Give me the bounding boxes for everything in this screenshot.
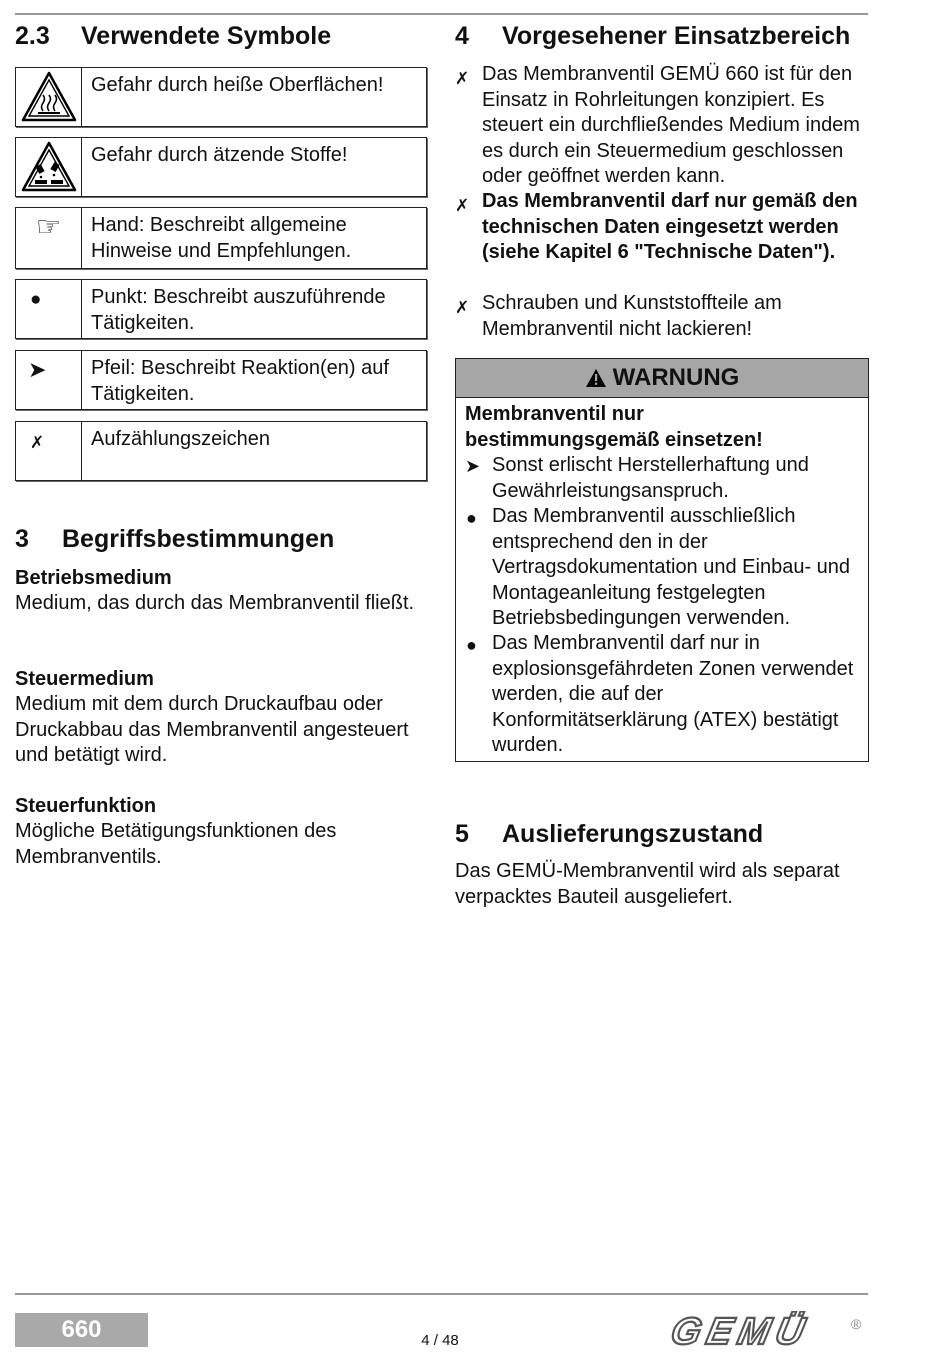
term-betriebsmedium: Betriebsmedium <box>15 567 172 589</box>
bullet-dot-icon: ● <box>466 508 477 528</box>
gemu-logo <box>668 1311 868 1356</box>
corrosive-warning-icon <box>16 138 82 196</box>
list-item: ✗ Schrauben und Kunststoffteile am Membranventil nicht lackieren! <box>455 292 782 340</box>
warning-label: WARNUNG <box>612 364 740 391</box>
registered-mark: ® <box>851 1316 862 1332</box>
warning-item: ● Das Membranventil ausschließlich entsprechend den in der Vertragsdokumentation und Einbau- und Montageanleitung festgelegten Betriebsbedingungen verwenden. <box>466 505 851 629</box>
footer-rule <box>15 1293 868 1295</box>
section-4-heading: 4 Vorgesehener Einsatzbereich <box>455 22 851 50</box>
arrow-right-icon: ➤ <box>465 456 481 476</box>
warning-triangle-icon <box>585 368 607 388</box>
section-3-heading: 3 Begriffsbestimmungen <box>15 525 335 553</box>
symbol-row-hand <box>15 207 427 269</box>
symbol-text: Aufzählungszeichen <box>91 428 271 450</box>
pointing-hand-icon: ☞ <box>16 208 82 268</box>
logo-text: GEMÜ <box>668 1311 815 1351</box>
bullet-dot-icon: ● <box>16 280 82 338</box>
symbol-row-arrow <box>15 350 427 410</box>
product-badge: 660 <box>15 1313 148 1347</box>
list-item: ✗ Das Membranventil GEMÜ 660 ist für den Einsatz in Rohrleitungen konzipiert. Es steuert ein durchfließendes Medium indem es durch ein Steuermedium geschlossen oder geöffnet werden kann. <box>455 63 860 187</box>
list-item: ✗ Das Membranventil darf nur gemäß den technischen Daten eingesetzt werden (siehe Kapitel 6 "Technische Daten"). <box>455 190 858 263</box>
warning-header <box>456 359 868 398</box>
symbol-row-ballot-x <box>15 421 427 481</box>
section-5-text: Das GEMÜ-Membranventil wird als separat verpacktes Bauteil ausgeliefert. <box>455 860 840 908</box>
symbol-row-dot <box>15 279 427 339</box>
definition-steuermedium: Medium mit dem durch Druckaufbau oder Druckabbau das Membranventil angesteuert und betätigt wird. <box>15 693 409 766</box>
ballot-x-icon: ✗ <box>16 422 82 480</box>
section-2-3-heading: 2.3 Verwendete Symbole <box>15 22 332 50</box>
ballot-x-icon: ✗ <box>455 298 470 317</box>
warning-headline: Membranventil nur bestimmungsgemäß einsetzen! <box>465 403 763 451</box>
symbol-text: Hand: Beschreibt allgemeine Hinweise und Empfehlungen. <box>91 214 352 262</box>
term-steuerfunktion: Steuerfunktion <box>15 795 157 817</box>
section-5-heading: 5 Auslieferungszustand <box>455 820 764 848</box>
symbol-text: Punkt: Beschreibt auszuführende Tätigkeiten. <box>91 286 386 334</box>
ballot-x-icon: ✗ <box>455 69 470 88</box>
warning-box <box>455 358 869 762</box>
term-steuermedium: Steuermedium <box>15 668 154 690</box>
ballot-x-icon: ✗ <box>455 196 470 215</box>
symbol-row-hot-surface <box>15 67 427 127</box>
warning-item: ➤ Sonst erlischt Herstellerhaftung und Gewährleistungsanspruch. <box>465 454 809 502</box>
arrow-right-icon: ➤ <box>16 351 82 409</box>
page-number: 4 / 48 <box>421 1332 459 1349</box>
hot-surface-warning-icon <box>16 68 82 126</box>
definition-betriebsmedium: Medium, das durch das Membranventil fließt. <box>15 592 415 614</box>
top-rule <box>15 13 868 15</box>
warning-item: ● Das Membranventil darf nur in explosionsgefährdeten Zonen verwendet werden, die auf der Konformitätserklärung (ATEX) bestätigt wurden. <box>466 632 854 756</box>
symbol-row-corrosive <box>15 137 427 197</box>
symbol-text: Gefahr durch heiße Oberflächen! <box>91 74 384 96</box>
definition-steuerfunktion: Mögliche Betätigungsfunktionen des Membranventils. <box>15 820 337 868</box>
symbol-text: Pfeil: Beschreibt Reaktion(en) auf Tätigkeiten. <box>91 357 389 405</box>
symbol-text: Gefahr durch ätzende Stoffe! <box>91 144 348 166</box>
bullet-dot-icon: ● <box>466 635 477 655</box>
